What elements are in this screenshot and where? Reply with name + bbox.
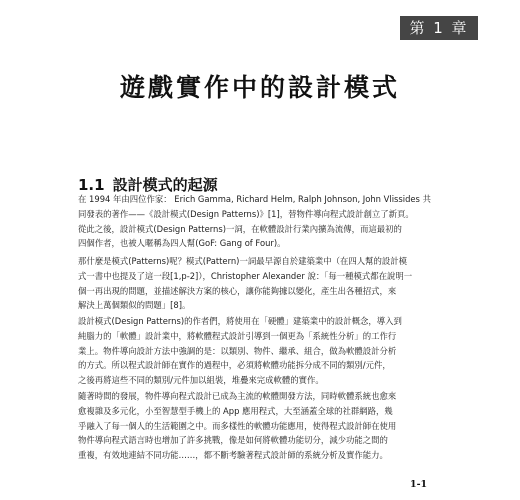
paragraph-line: 設計模式(Design Patterns)的作者們，將使用在「硬體」建築業中的設計概念，導入到: [78, 316, 402, 326]
paragraph-line: 從此之後，設計模式(Design Patterns)一詞，在軟體設計行業內擴為流傳，而這最初的: [78, 223, 402, 234]
paragraph-line: 四個作者，也被人暱稱為四人幫(GoF: Gang of Four)。: [78, 238, 286, 249]
paragraph-line: 業上。物件導向設計方法中強調的是：以類別、物件、繼承、組合，做為軟體設計分析: [78, 345, 397, 356]
paragraph-line: 愈複雜及多元化，小至智慧型手機上的 App 應用程式，大至涵蓋全球的社群網路，幾: [78, 405, 393, 416]
paragraph-line: 解決上萬個類似的問題」[8]。: [78, 300, 191, 311]
paragraph-line: 重複，有效地連結不同功能……，都不斷考驗著程式設計師的系統分析及實作能力。: [78, 450, 388, 461]
paragraph-line: 隨著時間的發展，物件導向程式設計已成為主流的軟體開發方法，同時軟體系統也愈來: [78, 391, 397, 401]
paragraph-3: [78, 314, 440, 388]
paragraph-line: 個一再出現的問題，並描述解決方案的核心，讓你能夠據以變化，產生出各種招式，來: [78, 285, 397, 296]
chapter-title: 遊戲實作中的設計模式: [119, 73, 400, 102]
paragraph-line: 之後再將這些不同的類別/元件加以組裝，堆疊來完成軟體的實作。: [78, 375, 324, 386]
section-title: 設計模式的起源: [112, 176, 218, 194]
paragraph-line: 純腦力的「軟體」設計業中，將軟體程式設計引導到一個更為「系統性分析」的工作行: [78, 330, 397, 341]
chapter-label: 第 1 章: [400, 16, 478, 40]
page-number: 1-1: [410, 479, 428, 490]
paragraph-line: 那什麼是模式(Patterns)呢？模式(Pattern)一詞最早源自於建築業中（在四人幫的設計模: [78, 256, 407, 266]
paragraph-1: [78, 192, 440, 251]
paragraph-2: [78, 254, 440, 313]
paragraph-line: 式一書中也提及了這一段[1,p-2]），Christopher Alexander 說：「每一種模式都在說明一: [78, 270, 413, 281]
paragraph-4: [78, 389, 440, 463]
paragraph-line: 在 1994 年由四位作家： Erich Gamma, Richard Helm, Ralph Johnson, John Vlissides 共: [78, 194, 431, 204]
paragraph-line: 乎融入了每一個人的生活範圍之中。而多樣性的軟體功能應用，使得程式設計師在使用: [78, 420, 397, 431]
section-number: 1.1: [78, 176, 105, 194]
paragraph-line: 物件導向程式語言時也增加了許多挑戰，像是如何將軟體功能切分，減少功能之間的: [78, 435, 388, 446]
paragraph-line: 同發表的著作——《設計模式(Design Patterns)》[1]，替物件導向程式設計創立了新頁。: [78, 208, 414, 219]
paragraph-line: 的方式。所以程式設計師在實作的過程中，必須將軟體功能拆分成不同的類別/元件，: [78, 360, 391, 371]
